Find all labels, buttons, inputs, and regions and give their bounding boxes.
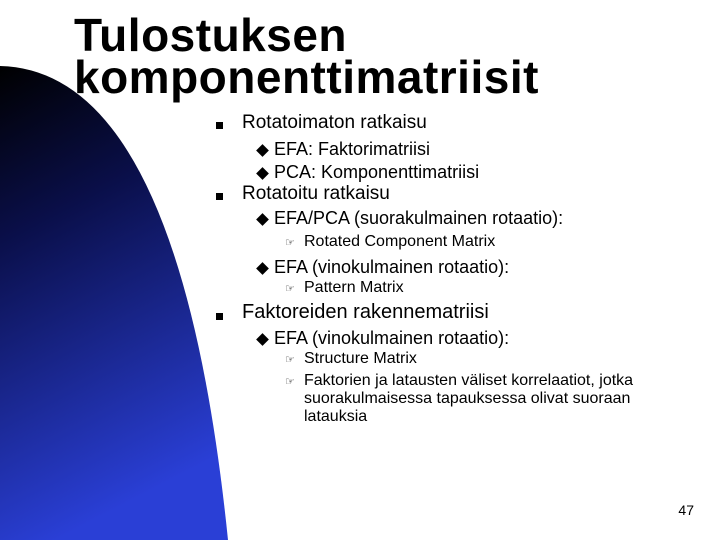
bullet-factor-structure-matrix: Faktoreiden rakennematriisi (242, 301, 489, 323)
title-line-2: komponenttimatriisit (74, 51, 539, 103)
square-bullet-icon (216, 122, 223, 129)
page-number: 47 (678, 502, 694, 518)
correlations-line-2: suorakulmaisessa tapauksessa olivat suoraan (304, 390, 631, 407)
bullet-efa-pca-orthogonal: EFA/PCA (suorakulmainen rotaatio): (274, 208, 564, 228)
bullet-structure-matrix: Structure Matrix (304, 350, 417, 367)
bullet-correlations-text (304, 372, 633, 426)
pointing-hand-icon: ☞ (285, 283, 295, 295)
pointing-hand-icon: ☞ (285, 354, 295, 366)
bullet-unrotated-solution: Rotatoimaton ratkaisu (242, 112, 427, 133)
bullet-efa-factor-matrix: EFA: Faktorimatriisi (274, 139, 431, 159)
bullet-rotated-component-matrix: Rotated Component Matrix (304, 233, 496, 250)
bullet-pattern-matrix: Pattern Matrix (304, 279, 404, 296)
slide-title (74, 9, 634, 103)
correlations-line-1: Faktorien ja latausten väliset korrelaatiot, jotka (304, 372, 634, 389)
bullet-pca-component-matrix: PCA: Komponenttimatriisi (274, 162, 480, 182)
title-line-1: Tulostuksen (74, 9, 348, 61)
pointing-hand-icon: ☞ (285, 376, 295, 388)
pointing-hand-icon: ☞ (285, 237, 295, 249)
square-bullet-icon (216, 193, 223, 200)
correlations-line-3: latauksia (304, 408, 368, 425)
bullet-efa-oblique: EFA (vinokulmainen rotaatio): (274, 257, 510, 277)
bullet-efa-oblique-2: EFA (vinokulmainen rotaatio): (274, 328, 510, 348)
square-bullet-icon (216, 313, 223, 320)
bullet-rotated-solution: Rotatoitu ratkaisu (242, 183, 390, 204)
